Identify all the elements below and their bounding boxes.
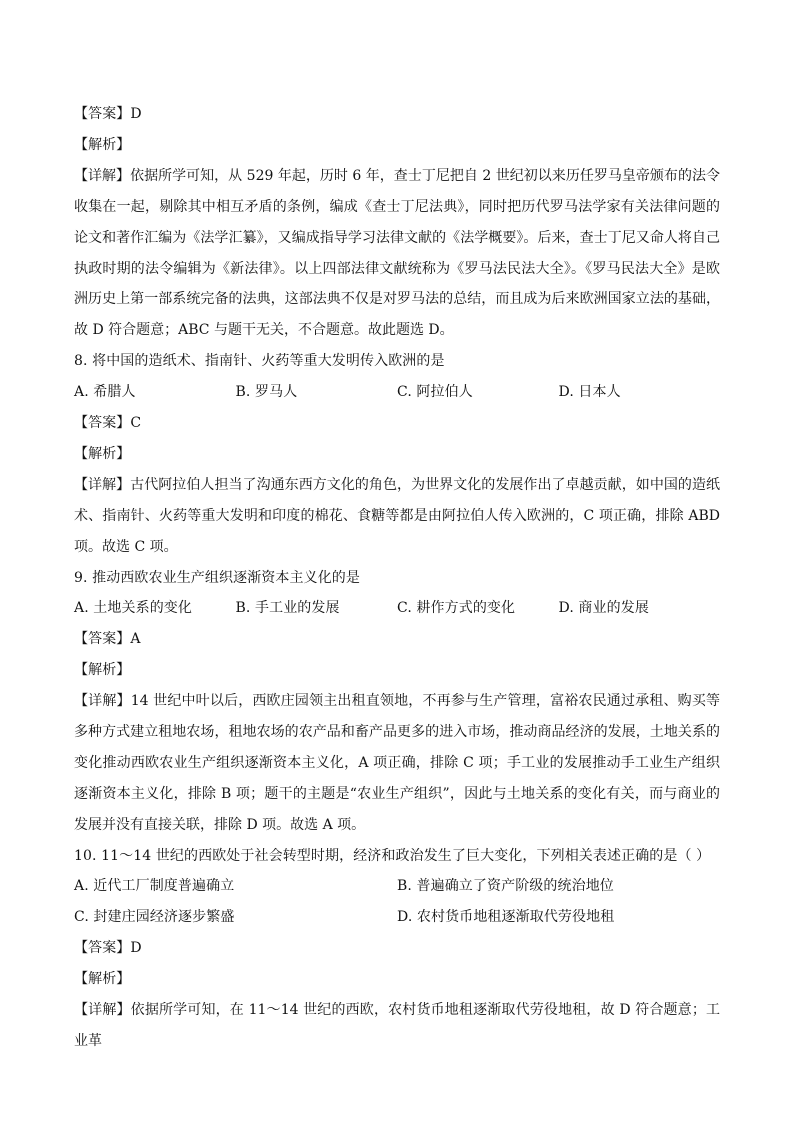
q10-answer: 【答案】D: [74, 940, 142, 957]
q10-option-a: A. 近代工厂制度普遍确立: [74, 878, 235, 895]
q10-option-d: D. 农村货币地租逐渐取代劳役地租: [397, 909, 615, 926]
q9-option-d: D. 商业的发展: [558, 600, 649, 617]
q10-analysis-label: 【解析】: [74, 971, 131, 988]
q8-option-b: B. 罗马人: [235, 384, 298, 401]
q8-option-a: A. 希腊人: [74, 384, 136, 401]
q9-analysis-label: 【解析】: [74, 662, 131, 679]
page-content: [74, 99, 720, 1057]
q10-option-b: B. 普遍确立了资产阶级的统治地位: [397, 878, 614, 895]
q8-option-c: C. 阿拉伯人: [397, 384, 473, 401]
q7-analysis-label: 【解析】: [74, 136, 131, 153]
q10-stem: 10. 11～14 世纪的西欧处于社会转型时期，经济和政治发生了巨大变化，下列相关表述正确的是（ ）: [74, 847, 711, 864]
q7-detail: 【详解】依据所学可知，从 529 年起，历时 6 年，查士丁尼把自 2 世纪初以来历任罗马皇帝颁布的法令收集在一起，剔除其中相互矛盾的条例，编成《查士丁尼法典》，同时把历代罗马法学家有关法律问题的论文和著作汇编为《法学汇纂》，又编成指导学习法律文献的《法学概要》。后来，查士丁尼又命人将自己执政时期的法令编辑为《新法律》。以上四部法律文献统称为《罗马法民法大全》。《罗马民法大全》是欧洲历史上第一部系统完备的法典，这部法典不仅是对罗马法的总结，而且成为后来欧洲国家立法的基础，故 D 符合题意；ABC 与题干无关，不合题意。故此题选 D。: [74, 167, 720, 339]
q10-options-row-1: [74, 871, 720, 902]
q9-option-c: C. 耕作方式的变化: [397, 600, 516, 617]
q8-stem: 8. 将中国的造纸术、指南针、火药等重大发明传入欧洲的是: [74, 353, 445, 370]
q10-option-c: C. 封建庄园经济逐步繁盛: [74, 909, 235, 926]
q9-detail: 【详解】14 世纪中叶以后，西欧庄园领主出租直领地，不再参与生产管理，富裕农民通过承租、购买等多种方式建立租地农场，租地农场的农产品和畜产品更多的进入市场，推动商品经济的发展，土地关系的变化推动西欧农业生产组织逐渐资本主义化，A 项正确，排除 C 项；手工业的发展推动手工业生产组织逐渐资本主义化，排除 B 项；题干的主题是“农业生产组织”，因此与土地关系的变化有关，而与商业的发展并没有直接关联，排除 D 项。故选 A 项。: [74, 693, 720, 833]
q9-option-a: A. 土地关系的变化: [74, 600, 193, 617]
q8-answer: 【答案】C: [74, 415, 142, 431]
q8-detail: 【详解】古代阿拉伯人担当了沟通东西方文化的角色，为世界文化的发展作出了卓越贡献，如中国的造纸术、指南针、火药等重大发明和印度的棉花、食糖等都是由阿拉伯人传入欧洲的，C 项正确，排除 ABD 项。故选 C 项。: [74, 476, 720, 555]
q10-detail: 【详解】依据所学可知，在 11～14 世纪的西欧，农村货币地租逐渐取代劳役地租，故 D 符合题意；工业革: [74, 1002, 720, 1049]
q10-options-row-2: [74, 902, 720, 933]
q9-answer: 【答案】A: [74, 631, 141, 648]
q7-answer: 【答案】D: [74, 106, 142, 122]
q8-options: [74, 377, 720, 408]
q9-options: [74, 593, 720, 624]
q8-analysis-label: 【解析】: [74, 445, 131, 462]
q9-stem: 9. 推动西欧农业生产组织逐渐资本主义化的是: [74, 569, 361, 586]
q9-option-b: B. 手工业的发展: [235, 600, 340, 617]
q8-option-d: D. 日本人: [558, 384, 621, 401]
